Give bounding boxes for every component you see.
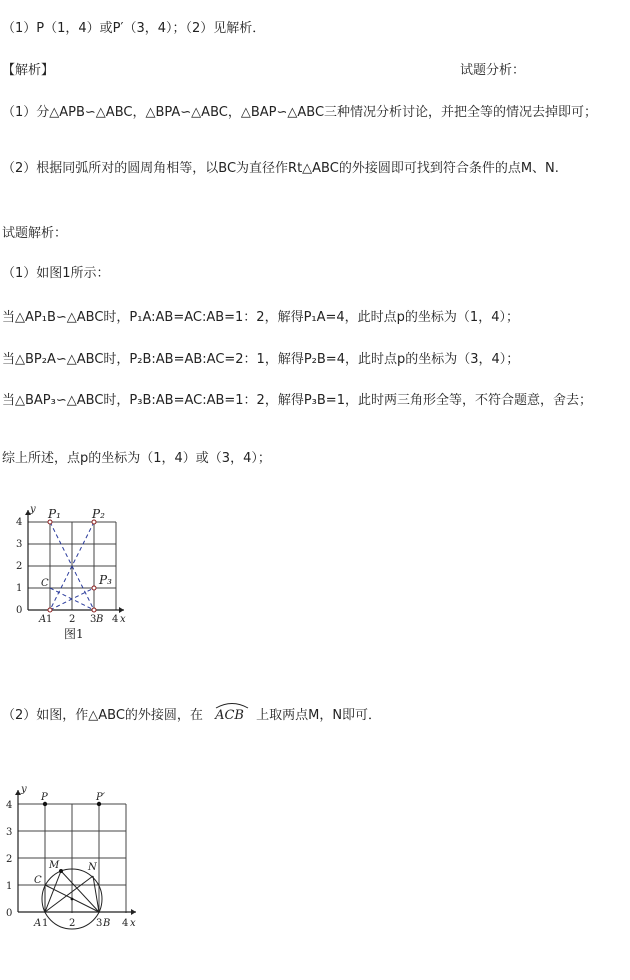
y-tick-0: 0	[6, 908, 13, 919]
case-2: 当△BP₂A∽△ABC时，P₂B:AB=AB:AC=2：1，解得P₂B=4，此时点p的坐标为（3，4）；	[2, 352, 520, 367]
x-tick-1: 1	[42, 918, 49, 929]
analysis-item-1: （1）分△APB∽△ABC，△BPA∽△ABC，△BAP∽△ABC三种情况分析讨论，并把全等的情况去掉即可；	[2, 105, 598, 120]
label-c: C	[41, 578, 49, 589]
label-a: A	[34, 918, 42, 929]
part2-tail: 上取两点M，N即可．	[256, 708, 382, 723]
label-n: N	[88, 862, 97, 873]
part1-intro: （1）如图1所示：	[2, 266, 110, 281]
label-b: B	[96, 614, 104, 625]
label-p2: P₂	[92, 507, 105, 521]
y-tick-2: 2	[16, 561, 23, 572]
part2-line	[2, 707, 381, 725]
label-b: B	[103, 918, 111, 929]
x-tick-2: 2	[69, 918, 76, 929]
label-p1: P₁	[48, 507, 61, 521]
y-tick-3: 3	[6, 827, 13, 838]
arc-label: ACB	[215, 708, 244, 723]
x-tick-2: 2	[69, 614, 76, 625]
x-tick-1: 1	[46, 614, 53, 625]
y-tick-4: 4	[16, 517, 23, 528]
analysis-subheading: 试题分析：	[460, 63, 526, 78]
x-tick-3: 3	[96, 918, 103, 929]
x-axis-label: x	[120, 614, 126, 625]
case-3: 当△BAP₃∽△ABC时，P₃B:AB=AC:AB=1：2，解得P₃B=1，此时两三角形全等，不符合题意，舍去；	[2, 393, 592, 408]
x-axis-label: x	[130, 918, 136, 929]
label-m: M	[49, 860, 60, 871]
y-axis-label: y	[30, 504, 36, 515]
label-p-prime: P′	[96, 792, 105, 803]
part2-text: （2）如图，作△ABC的外接圆，在	[2, 708, 203, 723]
answer-line: （1）P（1，4）或P′（3，4）；（2）见解析．	[2, 21, 266, 36]
y-tick-0: 0	[16, 605, 23, 616]
label-c: C	[34, 875, 42, 886]
figure-2	[0, 780, 160, 944]
case-1: 当△AP₁B∽△ABC时，P₁A:AB=AC:AB=1：2，解得P₁A=4，此时点p的坐标为（1，4）；	[2, 310, 519, 325]
analysis-item-2: （2）根据同弧所对的圆周角相等，以BC为直径作Rt△ABC的外接圆即可找到符合条件的点M、N.	[2, 161, 559, 176]
figure-1	[8, 500, 148, 654]
arc-notation	[215, 707, 244, 725]
solution-heading: 试题解析：	[2, 226, 68, 241]
arc-overline	[215, 701, 249, 709]
y-tick-4: 4	[6, 800, 13, 811]
x-tick-3: 3	[90, 614, 97, 625]
y-tick-3: 3	[16, 539, 23, 550]
y-axis-label: y	[21, 784, 27, 795]
x-tick-4: 4	[122, 918, 129, 929]
y-tick-1: 1	[16, 583, 23, 594]
y-tick-1: 1	[6, 881, 13, 892]
y-tick-2: 2	[6, 854, 13, 865]
label-p3: P₃	[99, 573, 112, 587]
figure-1-caption: 图1	[64, 627, 84, 641]
x-tick-4: 4	[112, 614, 119, 625]
summary-line: 综上所述，点p的坐标为（1，4）或（3，4）；	[2, 451, 271, 466]
figure-1-graph	[8, 500, 148, 650]
analysis-heading: 【解析】	[2, 63, 55, 78]
label-a: A	[39, 614, 47, 625]
label-p: P	[41, 792, 48, 803]
figure-2-graph	[0, 780, 160, 940]
